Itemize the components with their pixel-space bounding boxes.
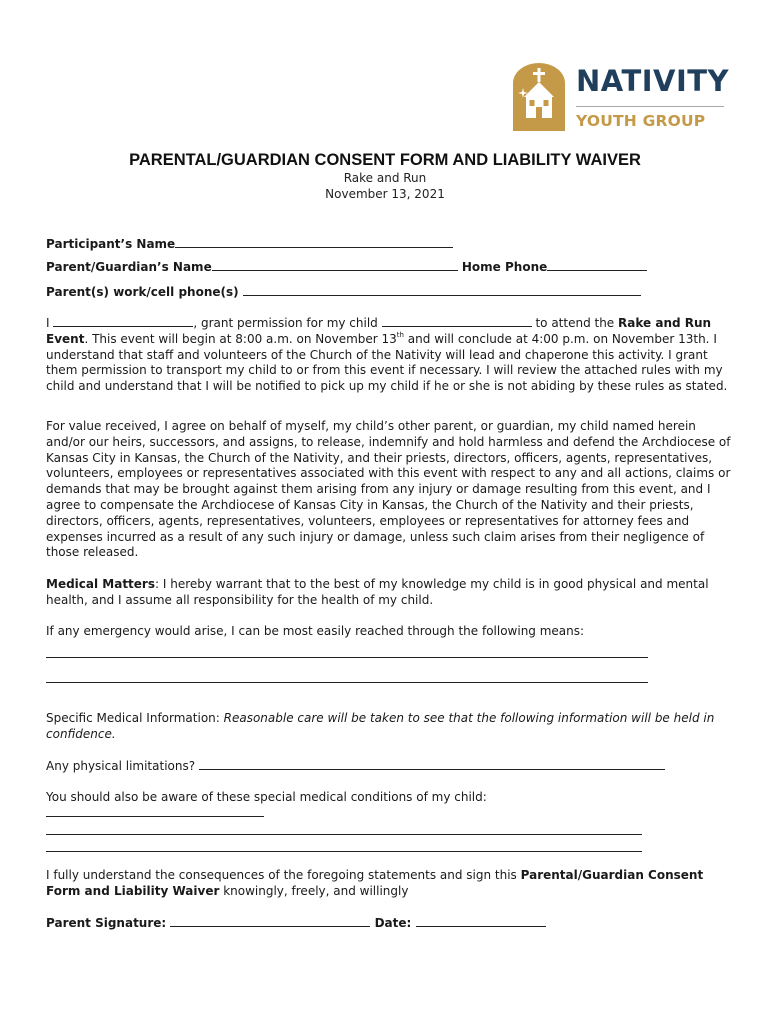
special-conditions-prompt: You should also be aware of these special medical conditions of my child: [46,790,487,804]
date-field[interactable] [416,915,546,927]
permission-text-4: and will conclude at 4:00 p.m. on November 13th. I understand that staff and volunteers of the Church of the Nativity will lead and chaperone this activity. I grant them permission to transport my child to or from this event if necessary. I will review the attached rules with my child and understand that I will be notified to pick up my child if he or she is not abiding by these rules as stated. [46,331,728,394]
physical-limitations-label: Any physical limitations? [46,759,196,773]
permission-text-3: . This event will begin at 8:00 a.m. on November 13 [84,331,397,346]
special-conditions-line-2[interactable] [46,834,642,835]
specific-medical-info [46,711,732,743]
child-name-inline-field[interactable] [382,315,532,327]
participant-name-field[interactable] [175,236,453,248]
participant-name-row [46,236,732,253]
parent-name-inline-field[interactable] [53,315,193,327]
parent-name-row [46,259,732,276]
medical-matters-paragraph [46,577,732,609]
work-phone-label: Parent(s) work/cell phone(s) [46,285,239,299]
logo-youth-group-text: YOUTH GROUP [576,112,706,130]
parent-name-field[interactable] [212,259,458,271]
form-title: PARENTAL/GUARDIAN CONSENT FORM AND LIABILITY WAIVER [129,151,641,169]
emergency-contact-line-1[interactable] [46,657,648,658]
parent-name-label: Parent/Guardian’s Name [46,260,212,274]
event-name: Rake and Run [343,171,427,185]
special-conditions-line-3[interactable] [46,851,642,852]
parent-signature-field[interactable] [170,915,370,927]
ordinal-suffix: th [396,330,404,339]
permission-text-1: , grant permission for my child [193,316,378,330]
logo-divider [576,106,724,107]
liability-waiver-paragraph: For value received, I agree on behalf of myself, my child’s other parent, or guardian, my child named herein and/or our heirs, successors, and assigns, to release, indemnify and hold harmless and defend the Archdiocese of Kansas City in Kansas, the Church of the Nativity, and their priests, directors, officers, agents, representatives, volunteers, employees or representatives associated with this event with respect to any and all actions, claims or demands that may be brought against them arising from any injury or damage resulting from this event, and I agree to compensate the Archdiocese of Kansas City in Kansas, the Church of the Nativity and their priests, directors, officers, agents, representatives, volunteers, employees or representatives for attorney fees and expenses incurred as a result of any such injury or damage, unless such claim arises from their negligence of those released. [46,419,731,560]
work-phone-field[interactable] [243,284,641,296]
date-label: Date: [374,916,412,930]
logo-nativity-text: NATIVITY [576,64,730,98]
home-phone-field[interactable] [547,259,647,271]
permission-i: I [46,316,50,330]
special-conditions-line-1[interactable] [46,816,264,817]
permission-text-2: to attend the [535,316,615,330]
specific-medical-label: Specific Medical Information: [46,711,224,725]
emergency-contact-line-2[interactable] [46,682,648,683]
acknowledgement-paragraph [46,868,732,900]
church-icon [513,63,565,131]
medical-matters-label: Medical Matters [46,577,155,591]
form-name-bold: Parental/Guardian Consent Form and Liability Waiver [46,868,704,898]
medical-matters-text: : I hereby warrant that to the best of my knowledge my child is in good physical and mental health, and I assume all responsibility for the health of my child. [46,577,709,607]
signature-row [46,915,732,932]
physical-limitations-field[interactable] [199,758,665,770]
participant-name-label: Participant’s Name [46,237,176,251]
emergency-contact-prompt: If any emergency would arise, I can be most easily reached through the following means: [46,624,585,638]
acknowledgement-text-2: knowingly, freely, and willingly [219,883,409,898]
event-name-bold: Rake and Run Event [46,316,712,346]
permission-paragraph [46,315,732,395]
acknowledgement-text-1: I fully understand the consequences of the foregoing statements and sign this [46,868,521,882]
event-date: November 13, 2021 [325,187,445,201]
work-phone-row [46,284,732,301]
nativity-youth-group-logo [513,63,728,133]
home-phone-label: Home Phone [461,260,548,274]
parent-signature-label: Parent Signature: [46,916,167,930]
confidentiality-note: Reasonable care will be taken to see that the following information will be held in confidence. [46,711,715,741]
physical-limitations-row [46,758,732,775]
